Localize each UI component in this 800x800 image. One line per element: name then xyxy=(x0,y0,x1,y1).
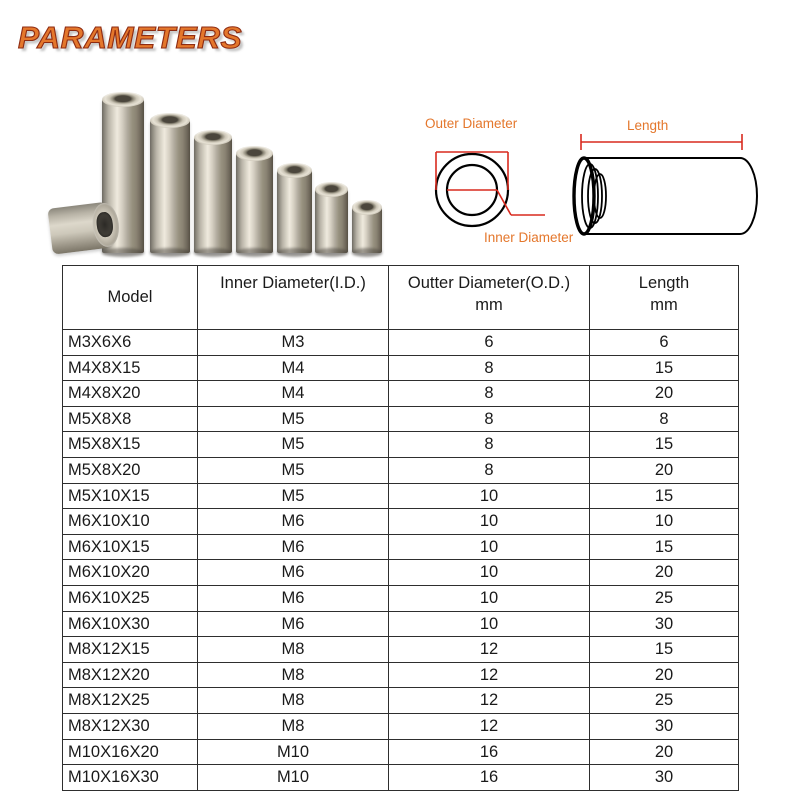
table-row xyxy=(63,739,739,765)
cell-length: 30 xyxy=(590,611,739,637)
cell-inner-diameter: M4 xyxy=(198,381,389,407)
outer-diameter-label: Outer Diameter xyxy=(425,116,518,131)
table-row xyxy=(63,534,739,560)
table-row xyxy=(63,585,739,611)
specification-table xyxy=(62,265,739,791)
spacer-standing-4 xyxy=(236,153,273,253)
table-row xyxy=(63,662,739,688)
spacer-standing-6 xyxy=(315,189,348,253)
cell-length: 25 xyxy=(590,585,739,611)
cell-length: 20 xyxy=(590,560,739,586)
table-row xyxy=(63,381,739,407)
spacer-standing-5 xyxy=(277,170,312,253)
cell-outer-diameter: 10 xyxy=(389,585,590,611)
cylinder-right-cap xyxy=(740,158,757,234)
cylinder-left-face-rim xyxy=(574,158,594,234)
length-dimension xyxy=(581,134,742,150)
cell-outer-diameter: 12 xyxy=(389,662,590,688)
cell-outer-diameter: 12 xyxy=(389,688,590,714)
cell-length: 6 xyxy=(590,330,739,356)
cell-model: M6X10X20 xyxy=(63,560,198,586)
column-header-inner-diameter xyxy=(198,266,389,330)
cell-inner-diameter: M3 xyxy=(198,330,389,356)
spacer-standing-3 xyxy=(194,137,232,253)
length-label: Length xyxy=(627,118,669,133)
cell-inner-diameter: M5 xyxy=(198,406,389,432)
cell-length: 20 xyxy=(590,662,739,688)
cell-inner-diameter: M6 xyxy=(198,534,389,560)
column-header-inner-diameter-text: Inner Diameter(I.D.) xyxy=(220,274,366,292)
table-row xyxy=(63,457,739,483)
column-header-model xyxy=(63,266,198,330)
table-row xyxy=(63,765,739,791)
cell-inner-diameter: M8 xyxy=(198,637,389,663)
specification-table-wrapper xyxy=(62,265,738,791)
cell-outer-diameter: 16 xyxy=(389,739,590,765)
cell-inner-diameter: M5 xyxy=(198,457,389,483)
cell-model: M3X6X6 xyxy=(63,330,198,356)
cell-inner-diameter: M8 xyxy=(198,662,389,688)
table-row xyxy=(63,611,739,637)
column-header-outer-diameter xyxy=(389,266,590,330)
cell-model: M5X8X20 xyxy=(63,457,198,483)
cell-length: 20 xyxy=(590,457,739,483)
cell-model: M8X12X15 xyxy=(63,637,198,663)
cell-outer-diameter: 10 xyxy=(389,611,590,637)
cell-length: 15 xyxy=(590,355,739,381)
cell-model: M8X12X30 xyxy=(63,713,198,739)
cell-outer-diameter: 12 xyxy=(389,637,590,663)
cell-outer-diameter: 8 xyxy=(389,432,590,458)
title-banner xyxy=(18,18,278,58)
cell-model: M10X16X30 xyxy=(63,765,198,791)
cell-outer-diameter: 8 xyxy=(389,381,590,407)
technical-dimension-diagram xyxy=(405,112,795,257)
column-header-model-text: Model xyxy=(107,288,153,307)
cell-length: 25 xyxy=(590,688,739,714)
cell-model: M8X12X25 xyxy=(63,688,198,714)
cell-inner-diameter: M6 xyxy=(198,611,389,637)
page-title: PARAMETERS xyxy=(18,20,243,55)
cell-length: 30 xyxy=(590,765,739,791)
cell-outer-diameter: 6 xyxy=(389,330,590,356)
cell-length: 15 xyxy=(590,534,739,560)
cell-inner-diameter: M6 xyxy=(198,560,389,586)
cell-outer-diameter: 10 xyxy=(389,509,590,535)
column-header-length xyxy=(590,266,739,330)
cell-model: M4X8X20 xyxy=(63,381,198,407)
cell-model: M6X10X25 xyxy=(63,585,198,611)
cell-model: M6X10X30 xyxy=(63,611,198,637)
column-header-length-text: Length xyxy=(638,274,690,292)
table-row xyxy=(63,637,739,663)
cell-outer-diameter: 10 xyxy=(389,483,590,509)
table-row xyxy=(63,432,739,458)
cell-outer-diameter: 10 xyxy=(389,560,590,586)
spacer-standing-2 xyxy=(150,120,190,253)
table-row xyxy=(63,560,739,586)
cell-outer-diameter: 12 xyxy=(389,713,590,739)
table-row xyxy=(63,483,739,509)
cell-inner-diameter: M6 xyxy=(198,585,389,611)
cell-model: M5X8X15 xyxy=(63,432,198,458)
cell-inner-diameter: M6 xyxy=(198,509,389,535)
cell-outer-diameter: 8 xyxy=(389,406,590,432)
cell-outer-diameter: 8 xyxy=(389,457,590,483)
column-header-length-unit: mm xyxy=(650,296,678,315)
cell-length: 15 xyxy=(590,432,739,458)
table-header xyxy=(63,266,739,330)
column-header-outer-diameter-unit: mm xyxy=(475,296,503,315)
spacer-standing-7 xyxy=(352,207,382,253)
inner-diameter-label: Inner Diameter xyxy=(484,230,574,245)
cell-inner-diameter: M10 xyxy=(198,739,389,765)
cell-length: 20 xyxy=(590,739,739,765)
table-row xyxy=(63,713,739,739)
cell-outer-diameter: 16 xyxy=(389,765,590,791)
cell-inner-diameter: M8 xyxy=(198,713,389,739)
cell-length: 30 xyxy=(590,713,739,739)
cell-inner-diameter: M8 xyxy=(198,688,389,714)
table-row xyxy=(63,406,739,432)
cell-inner-diameter: M5 xyxy=(198,432,389,458)
cell-outer-diameter: 10 xyxy=(389,534,590,560)
table-row xyxy=(63,330,739,356)
cell-inner-diameter: M5 xyxy=(198,483,389,509)
cell-model: M8X12X20 xyxy=(63,662,198,688)
cell-model: M5X8X8 xyxy=(63,406,198,432)
table-row xyxy=(63,509,739,535)
column-header-outer-diameter-text: Outter Diameter(O.D.) xyxy=(407,274,571,292)
cell-model: M4X8X15 xyxy=(63,355,198,381)
cell-length: 8 xyxy=(590,406,739,432)
table-header-row xyxy=(63,266,739,330)
cell-model: M10X16X20 xyxy=(63,739,198,765)
table-body xyxy=(63,330,739,791)
cell-length: 20 xyxy=(590,381,739,407)
cell-model: M5X10X15 xyxy=(63,483,198,509)
cell-inner-diameter: M4 xyxy=(198,355,389,381)
product-photo xyxy=(50,78,400,253)
cell-model: M6X10X15 xyxy=(63,534,198,560)
cell-model: M6X10X10 xyxy=(63,509,198,535)
cell-length: 10 xyxy=(590,509,739,535)
cell-length: 15 xyxy=(590,483,739,509)
table-row xyxy=(63,688,739,714)
cell-inner-diameter: M10 xyxy=(198,765,389,791)
table-row xyxy=(63,355,739,381)
spacer-lying-bore-view xyxy=(47,201,114,254)
cell-length: 15 xyxy=(590,637,739,663)
cell-outer-diameter: 8 xyxy=(389,355,590,381)
